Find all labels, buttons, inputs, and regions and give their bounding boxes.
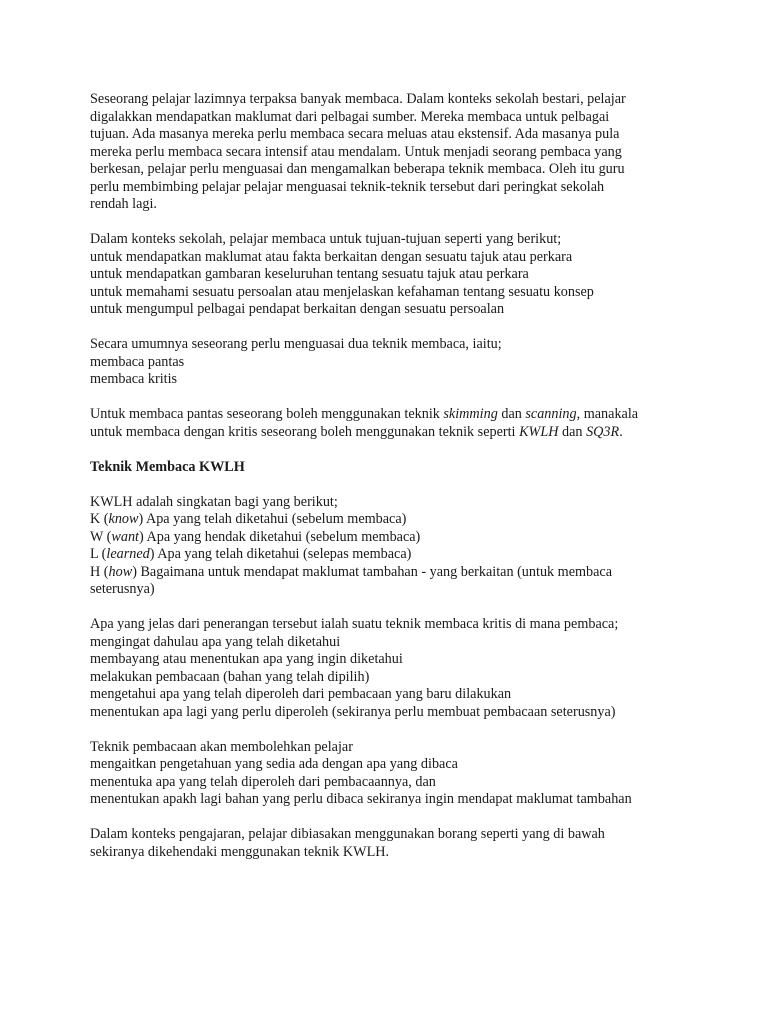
- text-run: ) Apa yang telah diketahui (selepas membaca): [149, 546, 412, 562]
- closing-paragraph: [90, 826, 690, 861]
- list-item: membaca pantas: [90, 353, 185, 370]
- kwlh-k-item: [90, 511, 690, 529]
- list-item: mengingat dahulau apa yang telah diketahui: [90, 633, 341, 650]
- text-run: W (: [90, 528, 112, 545]
- text-line: KWLH adalah singkatan bagi yang berikut;: [90, 493, 338, 510]
- text-line: [90, 424, 690, 442]
- section-heading: Teknik Membaca KWLH: [90, 458, 245, 475]
- text-run: untuk membaca dengan kritis seseorang boleh menggunakan teknik seperti: [90, 423, 520, 440]
- list-item: menentuka apa yang telah diperoleh dari pembacaannya, dan: [90, 773, 436, 790]
- text-run: dan: [497, 406, 526, 422]
- document-page: [90, 91, 690, 879]
- text-run: .: [619, 423, 623, 440]
- want-term: want: [111, 528, 139, 545]
- text-line: perlu membimbing pelajar pelajar menguasai teknik-teknik tersebut dari peringkat sekolah: [90, 178, 605, 195]
- text-line: tujuan. Ada masanya mereka perlu membaca secara meluas atau ekstensif. Ada masanya pula: [90, 126, 620, 142]
- text-line: [90, 406, 690, 424]
- text-run: L (: [90, 546, 107, 562]
- text-line: seterusnya): [90, 581, 155, 597]
- list-item: membaca kritis: [90, 371, 178, 387]
- text-line: Dalam konteks pengajaran, pelajar dibiasakan menggunakan borang seperti yang di bawah: [90, 826, 605, 842]
- list-item: mengetahui apa yang telah diperoleh dari pembacaan yang baru dilakukan: [90, 686, 512, 702]
- list-item: menentukan apakh lagi bahan yang perlu dibaca sekiranya ingin mendapat maklumat tambahan: [90, 791, 632, 807]
- text-line: Teknik pembacaan akan membolehkan pelajar: [90, 738, 353, 755]
- list-item: untuk mendapatkan gambaran keseluruhan tentang sesuatu tajuk atau perkara: [90, 266, 529, 282]
- kwlh-h-item: [90, 564, 690, 582]
- text-run: K (: [90, 511, 109, 527]
- scanning-term: scanning: [525, 406, 577, 422]
- text-line: berkesan, pelajar perlu menguasai dan mengamalkan beberapa teknik membaca. Oleh itu guru: [90, 161, 625, 177]
- text-line: sekiranya dikehendaki menggunakan teknik KWLH.: [90, 843, 390, 860]
- text-line: Dalam konteks sekolah, pelajar membaca untuk tujuan-tujuan seperti yang berikut;: [90, 231, 562, 247]
- text-line: Seseorang pelajar lazimnya terpaksa banyak membaca. Dalam konteks sekolah bestari, pelajar: [90, 91, 626, 107]
- text-run: Untuk membaca pantas seseorang boleh menggunakan teknik: [90, 406, 444, 422]
- kwlh-term: KWLH: [519, 423, 559, 440]
- methods-paragraph: [90, 406, 690, 441]
- purpose-paragraph: [90, 231, 690, 319]
- text-run: H (: [90, 563, 109, 580]
- text-run: ) Apa yang telah diketahui (sebelum membaca): [138, 511, 407, 527]
- text-line: rendah lagi.: [90, 196, 157, 212]
- list-item: untuk mendapatkan maklumat atau fakta berkaitan dengan sesuatu tajuk atau perkara: [90, 248, 573, 265]
- list-item: untuk mengumpul pelbagai pendapat berkaitan dengan sesuatu persoalan: [90, 301, 505, 317]
- learned-term: learned: [106, 546, 150, 562]
- text-run: , manakala: [576, 406, 639, 422]
- list-item: untuk memahami sesuatu persoalan atau menjelaskan kefahaman tentang sesuatu konsep: [90, 283, 594, 300]
- text-run: dan: [558, 423, 587, 440]
- text-line: mereka perlu membaca secara intensif atau mendalam. Untuk menjadi seorang pembaca yang: [90, 143, 622, 160]
- list-item: melakukan pembacaan (bahan yang telah dipilih): [90, 668, 370, 685]
- list-item: membayang atau menentukan apa yang ingin diketahui: [90, 651, 403, 667]
- intro-paragraph: [90, 91, 690, 214]
- list-item: mengaitkan pengetahuan yang sedia ada dengan apa yang dibaca: [90, 756, 458, 772]
- kwlh-w-item: [90, 529, 690, 547]
- explanation-paragraph: [90, 616, 690, 721]
- techniques-paragraph: [90, 336, 690, 389]
- text-line: Secara umumnya seseorang perlu menguasai dua teknik membaca, iaitu;: [90, 336, 502, 352]
- text-run: ) Apa yang hendak diketahui (sebelum membaca): [139, 528, 421, 545]
- kwlh-l-item: [90, 546, 690, 564]
- sq3r-term: SQ3R: [586, 423, 620, 440]
- benefit-paragraph: [90, 739, 690, 809]
- text-line: digalakkan mendapatkan maklumat dari pelbagai sumber. Mereka membaca untuk pelbagai: [90, 108, 610, 125]
- skimming-term: skimming: [443, 406, 498, 422]
- list-item: menentukan apa lagi yang perlu diperoleh (sekiranya perlu membuat pembacaan seterusnya): [90, 703, 616, 720]
- kwlh-definition-paragraph: [90, 494, 690, 599]
- text-line: Apa yang jelas dari penerangan tersebut ialah suatu teknik membaca kritis di mana pembaca;: [90, 616, 619, 632]
- know-term: know: [108, 511, 139, 527]
- how-term: how: [108, 563, 133, 580]
- text-run: ) Bagaimana untuk mendapat maklumat tambahan - yang berkaitan (untuk membaca: [132, 563, 613, 580]
